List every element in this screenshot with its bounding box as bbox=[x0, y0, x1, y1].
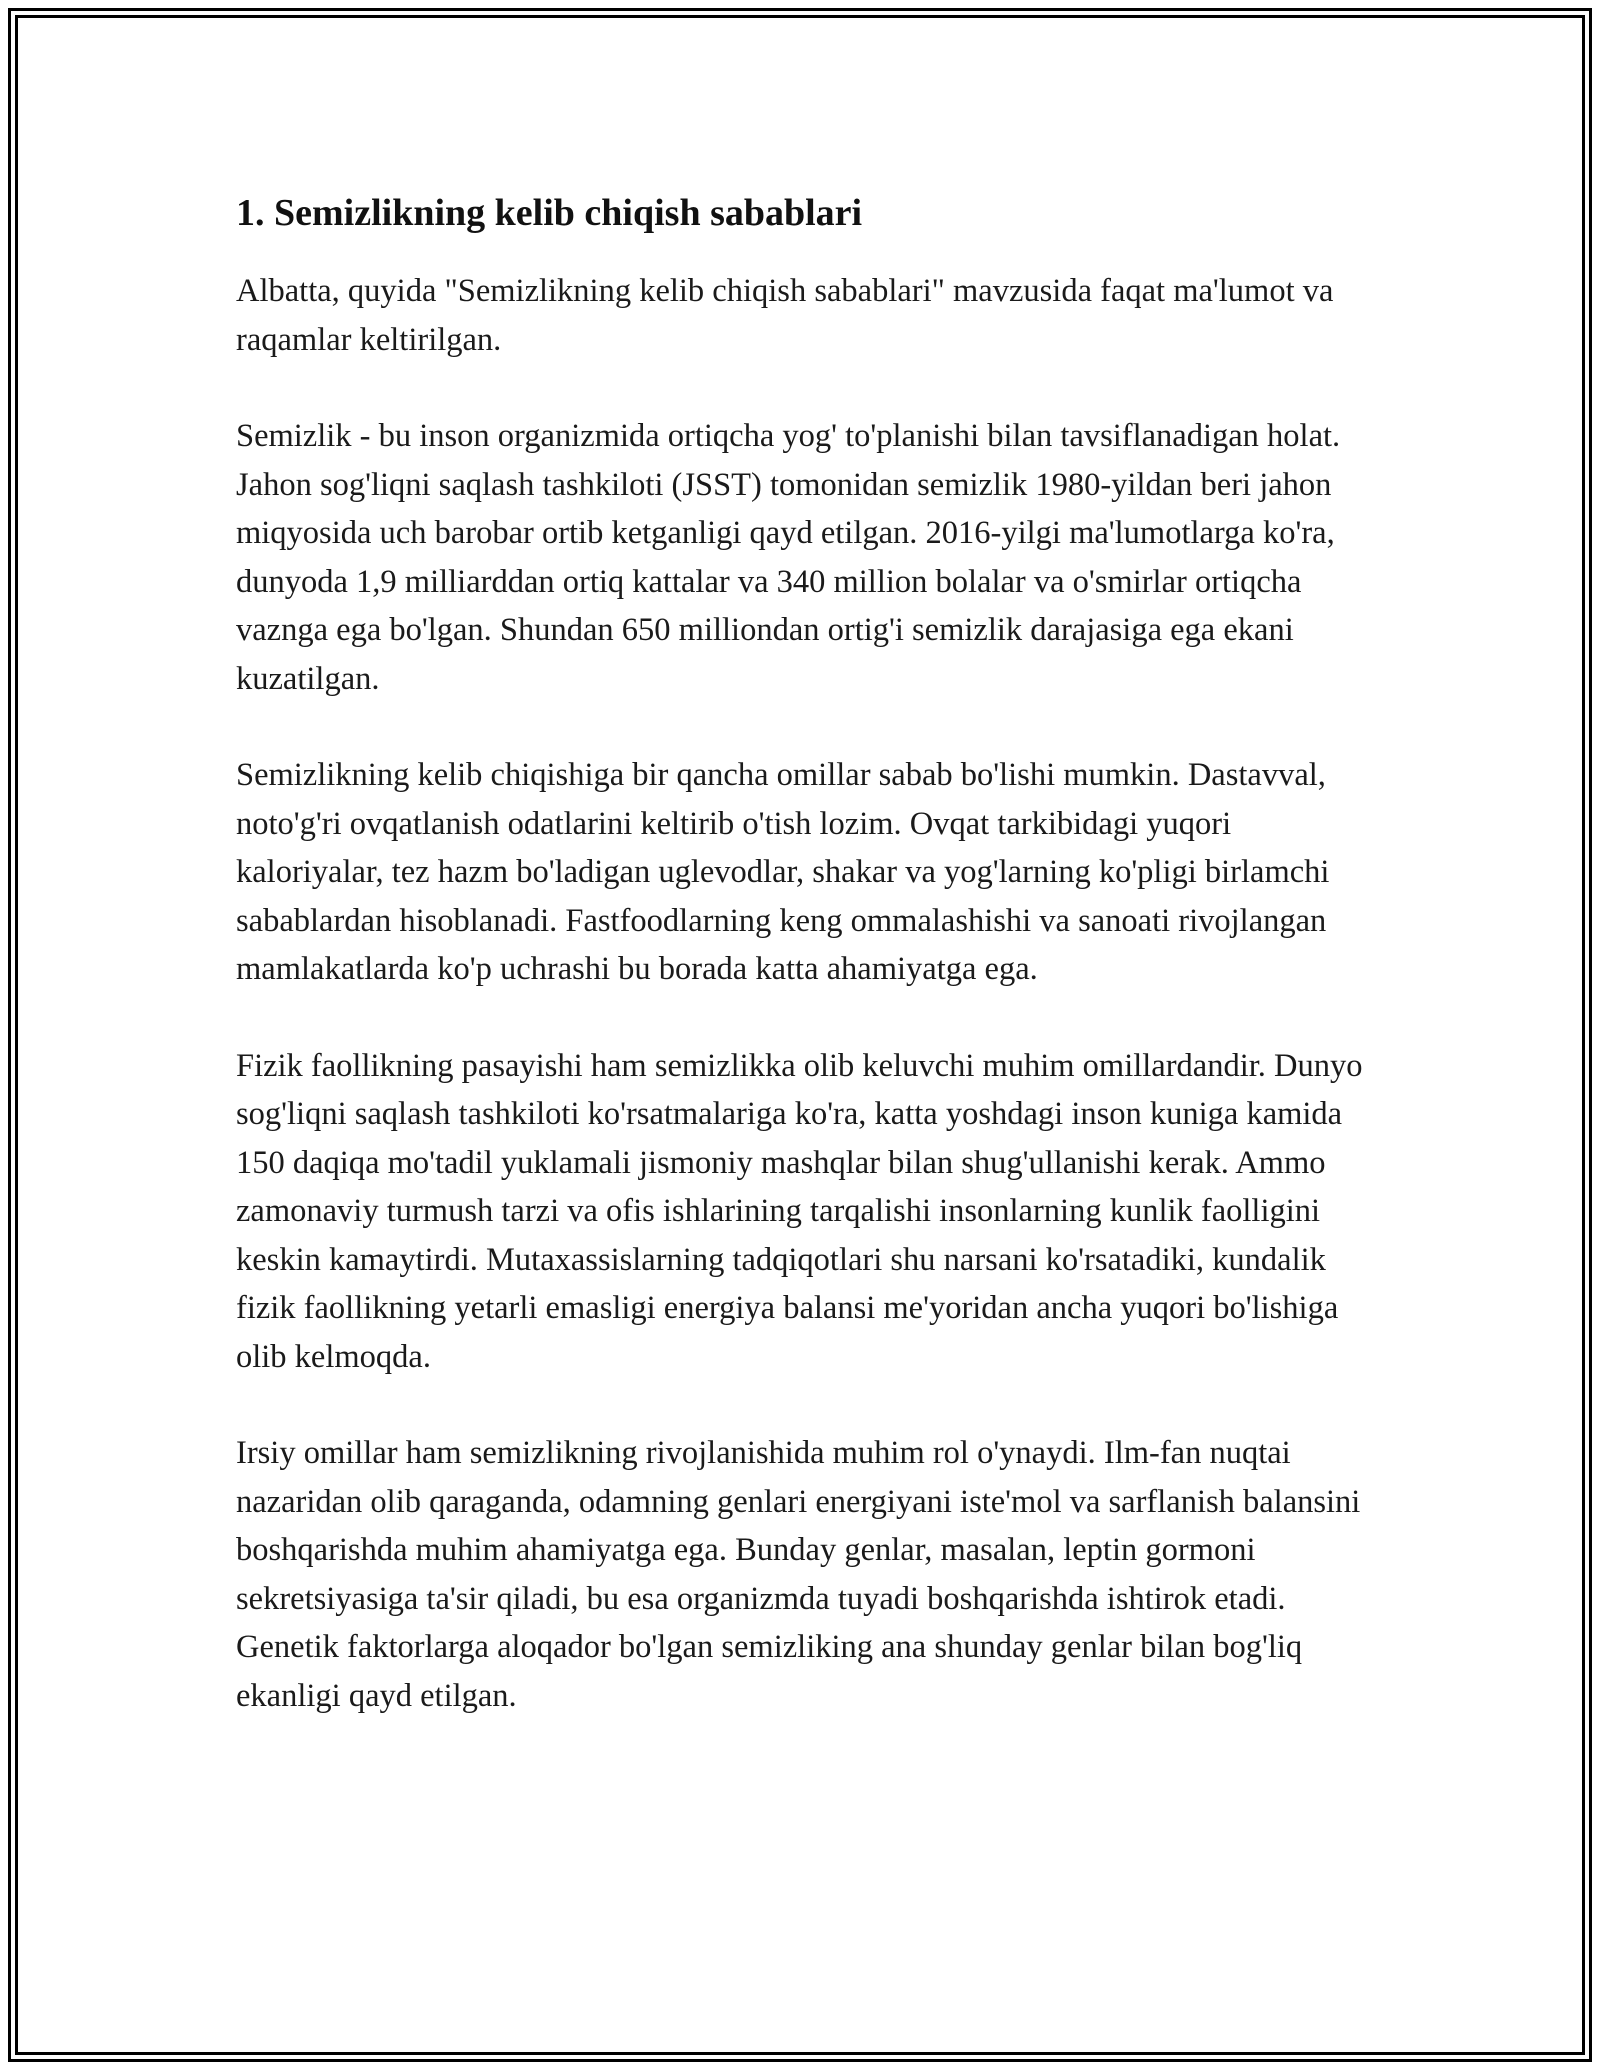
paragraph-genetics: Irsiy omillar ham semizlikning rivojlanishida muhim rol o'ynaydi. Ilm-fan nuqtai nazaridan olib qaraganda, odamning genlari energiyani iste'mol va sarflanish balansini boshqarishda muhim ahamiyatga ega. Bunday genlar, masalan, leptin gormoni sekretsiyasiga ta'sir qiladi, bu esa organizmda tuyadi boshqarishda ishtirok etadi. Genetik faktorlarga aloqador bo'lgan semizliking ana shunday genlar bilan bog'liq ekanligi qayd etilgan. bbox=[236, 1435, 1361, 1714]
paragraph-physical-activity: Fizik faollikning pasayishi ham semizlikka olib keluvchi muhim omillardandir. Dunyo sog'liqni saqlash tashkiloti ko'rsatmalariga ko'ra, katta yoshdagi inson kuniga kamida 150 daqiqa mo'tadil yuklamali jismoniy mashqlar bilan shug'ullanishi kerak. Ammo zamonaviy turmush tarzi va ofis ishlarining tarqalishi insonlarning kunlik faolligini keskin kamaytirdi. Mutaxassislarning tadqiqotlari shu narsani ko'rsatadiki, kundalik fizik faollikning yetarli emasligi energiya balansi me'yoridan ancha yuqori bo'lishiga olib kelmoqda. bbox=[236, 1047, 1363, 1375]
paragraph-definition: Semizlik - bu inson organizmida ortiqcha yog' to'planishi bilan tavsiflanadigan holat. Jahon sog'liqni saqlash tashkiloti (JSST) tomonidan semizlik 1980-yildan beri jahon miqyosida uch barobar ortib ketganligi qayd etilgan. 2016-yilgi ma'lumotlarga ko'ra, dunyoda 1,9 milliarddan ortiq kattalar va 340 million bolalar va o'smirlar ortiqcha vaznga ega bo'lgan. Shundan 650 milliondan ortig'i semizlik darajasiga ega ekani kuzatilgan. bbox=[236, 418, 1341, 697]
paragraph-nutrition: Semizlikning kelib chiqishiga bir qancha omillar sabab bo'lishi mumkin. Dastavval, noto'g'ri ovqatlanish odatlarini keltirib o'tish lozim. Ovqat tarkibidagi yuqori kaloriyalar, tez hazm bo'ladigan uglevodlar, shakar va yog'larning ko'pligi birlamchi sabablardan hisoblanadi. Fastfoodlarning keng ommalashishi va sanoati rivojlangan mamlakatlarda ko'p uchrashi bu borada katta ahamiyatga ega. bbox=[236, 757, 1330, 987]
paragraph-intro: Albatta, quyida "Semizlikning kelib chiqish sabablari" mavzusida faqat ma'lumot va raqamlar keltirilgan. bbox=[236, 273, 1334, 358]
document-body bbox=[236, 185, 1376, 1768]
section-heading: 1. Semizlikning kelib chiqish sabablari bbox=[236, 192, 863, 234]
